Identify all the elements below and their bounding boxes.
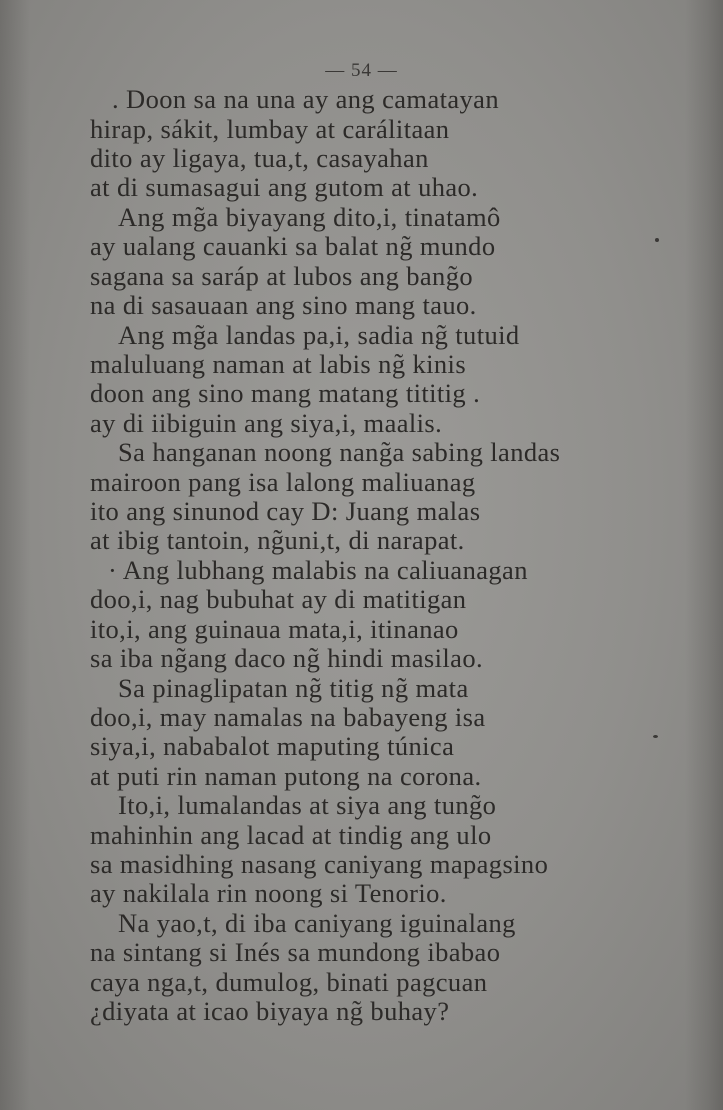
poem-line: Sa pinaglipatan ng̃ titig ng̃ mata [118,673,469,703]
poem-line: sagana sa saráp at lubos ang bang̃o [90,261,474,291]
poem-line: na di sasauaan ang sino mang tauo. [90,290,477,320]
poem-line: . Doon sa na una ay ang camatayan [112,84,499,114]
poem-line: na sintang si Inés sa mundong ibabao [90,937,501,967]
poem-line: Ang mg̃a biyayang dito,i, tinatamô [118,202,501,232]
poem-line: hirap, sákit, lumbay at carálitaan [90,114,450,144]
poem-line: ito,i, ang guinaua mata,i, itinanao [90,614,459,644]
page-number: — 54 — [325,60,398,81]
poem-line: dito ay ligaya, tua,t, casayahan [90,143,429,173]
poem-line: mahinhin ang lacad at tindig ang ulo [90,820,492,850]
poem-line: doo,i, nag bubuhat ay di matitigan [90,584,467,614]
poem-line: doo,i, may namalas na babayeng isa [90,702,486,732]
poem-line: maluluang naman at labis ng̃ kinis [90,349,467,379]
poem-line: ¿diyata at icao biyaya ng̃ buhay? [90,996,450,1026]
poem-line: at ibig tantoin, ng̃uni,t, di narapat. [90,525,465,555]
poem-line: Ito,i, lumalandas at siya ang tung̃o [118,790,497,820]
poem-line: Ang mg̃a landas pa,i, sadia ng̃ tutuid [118,320,520,350]
poem-line: Sa hanganan noong nang̃a sabing landas [118,437,561,467]
poem-line: caya nga,t, dumulog, binati pagcuan [90,967,488,997]
poem-line: ay ualang cauanki sa balat ng̃ mundo [90,231,496,261]
ink-speck [653,735,658,738]
poem-line: Na yao,t, di iba caniyang iguinalang [118,908,516,938]
poem-line: ay nakilala rin noong si Tenorio. [90,878,447,908]
poem-line: sa iba ng̃ang daco ng̃ hindi masilao. [90,643,484,673]
poem-line: siya,i, nababalot maputing túnica [90,731,455,761]
poem-line: ay di iibiguin ang siya,i, maalis. [90,408,443,438]
poem-line: doon ang sino mang matang tititig . [90,378,481,408]
poem-line: sa masidhing nasang caniyang mapagsino [90,849,549,879]
poem-line: mairoon pang isa lalong maliuanag [90,467,476,497]
poem-line: ito ang sinunod cay D: Juang malas [90,496,481,526]
page-shadow-right [685,0,723,1110]
poem-line: at puti rin naman putong na corona. [90,761,482,791]
poem-line: at di sumasagui ang gutom at uhao. [90,172,479,202]
ink-speck [655,238,659,242]
page-shadow-left [0,0,30,1110]
poem-line: · Ang lubhang malabis na caliuanagan [108,555,528,585]
